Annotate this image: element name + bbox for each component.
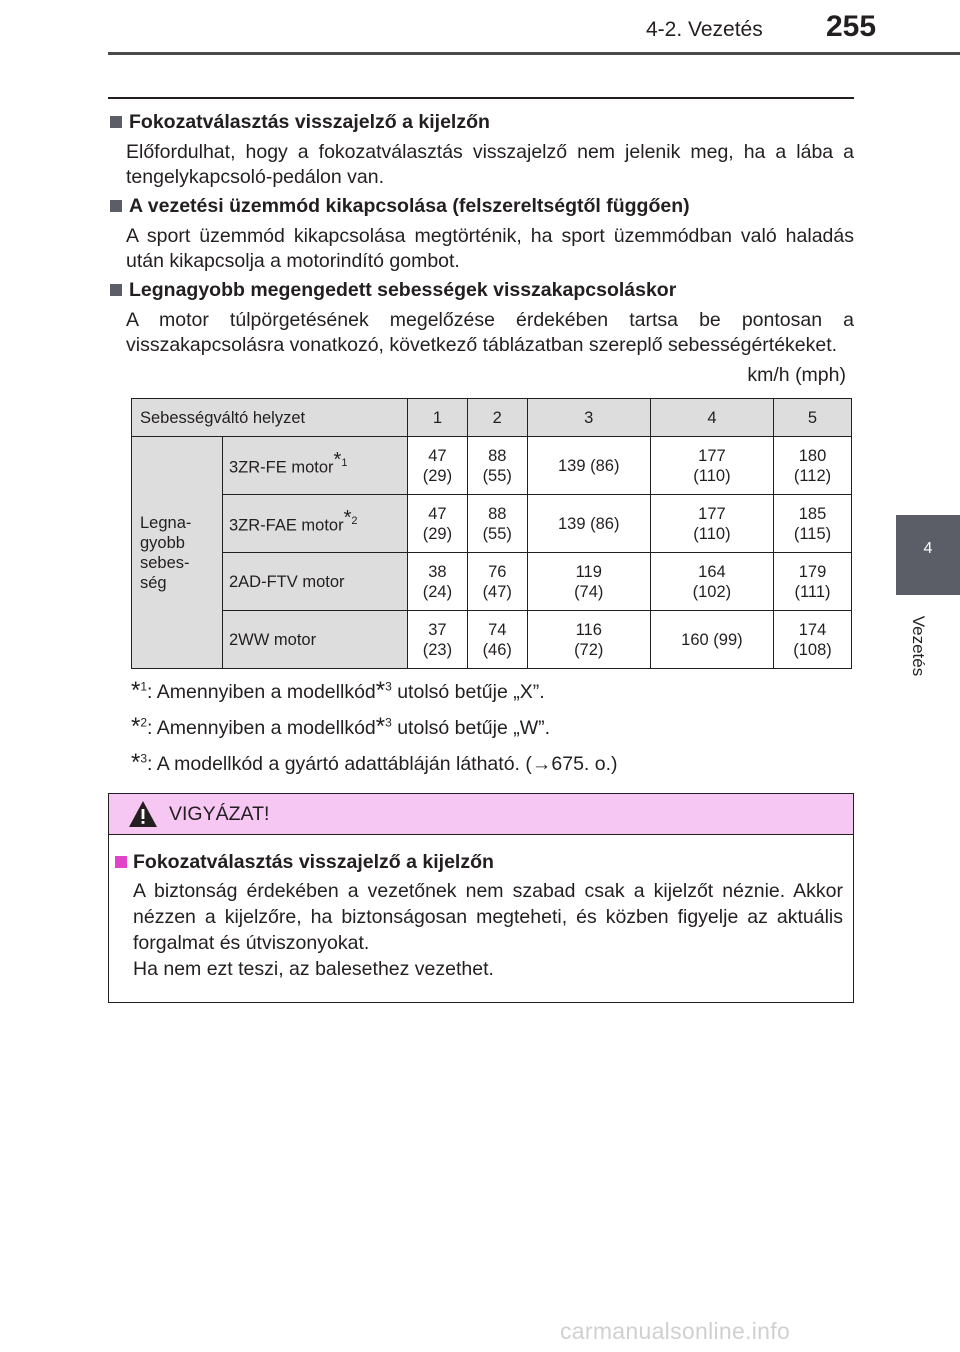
footnote (131, 749, 618, 777)
footnote-text: utolsó betűje „W”. (391, 717, 551, 739)
speed-cell: 180 (112) (774, 437, 852, 495)
top-divider (108, 97, 854, 99)
square-bullet-icon (110, 284, 122, 296)
footnote-text: utolsó betűje „X”. (391, 681, 545, 703)
warning-triangle-icon (128, 800, 158, 828)
footnote-ref-number: 3 (385, 679, 392, 694)
square-bullet-icon (110, 116, 122, 128)
speed-cell: 37 (23) (408, 611, 468, 669)
speed-cell: 47 (29) (408, 437, 468, 495)
section-title: Fokozatválasztás visszajelző a kijelzőn (129, 111, 490, 133)
motor-cell: 2AD-FTV motor (223, 553, 408, 611)
speed-cell: 179 (111) (774, 553, 852, 611)
speed-cell: 119 (74) (527, 553, 650, 611)
section-max-speeds (108, 278, 854, 358)
speed-cell: 88 (55) (467, 495, 527, 553)
units-label: km/h (mph) (747, 364, 846, 386)
footnote-star: * (131, 749, 141, 776)
motor-name: 3ZR-FAE motor (229, 516, 344, 535)
chapter-label-text: Vezetés (909, 615, 928, 677)
arrow-icon: → (531, 753, 552, 775)
motor-cell (223, 495, 408, 553)
warning-section-title: Fokozatválasztás visszajelző a kijelzőn (133, 851, 494, 873)
header-section-title: 4-2. Vezetés (646, 18, 763, 41)
speed-cell: 74 (46) (467, 611, 527, 669)
warning-section (113, 850, 843, 982)
footnote (131, 713, 550, 741)
table-row (132, 437, 852, 495)
page-number: 255 (826, 10, 877, 43)
section-title: Legnagyobb megengedett sebességek visszakapcsoláskor (129, 279, 677, 301)
chapter-tab (896, 515, 960, 595)
footnote-star: * (131, 677, 141, 704)
footnote-star: * (343, 507, 352, 530)
footnote-star: * (131, 713, 141, 740)
footnote (131, 677, 545, 705)
speed-cell: 160 (99) (650, 611, 773, 669)
footnote-ref-star: * (375, 677, 386, 704)
table-row (132, 611, 852, 669)
section-drive-mode (108, 194, 854, 274)
footnote-text: : Amennyiben a modellkód (147, 681, 376, 703)
footnote-text: : A modellkód a gyártó adattábláján látható. ( (147, 753, 532, 775)
chapter-label (898, 606, 938, 686)
gear-header: 3 (527, 399, 650, 437)
header-rule (108, 52, 960, 55)
motor-cell (223, 437, 408, 495)
speed-cell: 164 (102) (650, 553, 773, 611)
footnote-number: 1 (341, 457, 348, 470)
speed-cell: 88 (55) (467, 437, 527, 495)
row-group-label: Legna- gyobb sebes- ség (132, 437, 223, 669)
footnote-link[interactable]: 675. o.) (551, 753, 618, 775)
footnote-number: 2 (140, 715, 148, 730)
table-header-label: Sebességváltó helyzet (132, 399, 408, 437)
motor-cell: 2WW motor (223, 611, 408, 669)
footnote-text: : Amennyiben a modellkód (147, 717, 376, 739)
watermark: carmanualsonline.info (560, 1318, 791, 1344)
speed-cell: 185 (115) (774, 495, 852, 553)
footnote-star: * (333, 449, 342, 472)
section-body: A sport üzemmód kikapcsolása megtörténik, ha sport üzemmódban való haladás után kikapcsolja a motorindító gombot. (126, 225, 854, 272)
speed-cell: 76 (47) (467, 553, 527, 611)
speed-cell: 174 (108) (774, 611, 852, 669)
footnote-ref-number: 3 (385, 715, 392, 730)
gear-header: 5 (774, 399, 852, 437)
table-header-row (132, 399, 852, 437)
gear-header: 1 (408, 399, 468, 437)
footnote-ref-star: * (375, 713, 386, 740)
speed-cell: 47 (29) (408, 495, 468, 553)
speed-cell: 139 (86) (527, 495, 650, 553)
speed-table (131, 398, 852, 669)
square-bullet-icon (115, 856, 127, 868)
warning-body (113, 878, 843, 982)
speed-cell: 38 (24) (408, 553, 468, 611)
table-row (132, 495, 852, 553)
warning-text: Ha nem ezt teszi, az balesethez vezethet. (133, 958, 494, 980)
speed-cell: 116 (72) (527, 611, 650, 669)
motor-name: 3ZR-FE motor (229, 458, 334, 477)
footnote-number: 1 (140, 679, 148, 694)
warning-title: VIGYÁZAT! (169, 802, 270, 825)
section-title: A vezetési üzemmód kikapcsolása (felszereltségtől függően) (129, 195, 690, 217)
warning-text: A biztonság érdekében a vezetőnek nem szabad csak a kijelzőt néznie. Akkor nézzen a kijelzőre, ha biztonságosan megteheti, és közben figyelje az aktuális forgalmat és útviszonyokat. (133, 880, 843, 954)
warning-header (109, 794, 853, 835)
chapter-number: 4 (923, 540, 933, 557)
warning-box (108, 793, 854, 1003)
section-body: A motor túlpörgetésének megelőzése érdekében tartsa be pontosan a visszakapcsolásra vonatkozó, következő táblázatban szereplő sebességértékeket. (126, 309, 854, 356)
speed-cell: 177 (110) (650, 437, 773, 495)
speed-cell: 139 (86) (527, 437, 650, 495)
footnote-number: 3 (140, 751, 148, 766)
gear-header: 2 (467, 399, 527, 437)
table-row (132, 553, 852, 611)
footnote-number: 2 (351, 515, 358, 528)
section-gear-indicator (108, 110, 854, 190)
gear-header: 4 (650, 399, 773, 437)
square-bullet-icon (110, 200, 122, 212)
speed-cell: 177 (110) (650, 495, 773, 553)
section-body: Előfordulhat, hogy a fokozatválasztás visszajelző nem jelenik meg, ha a lába a tengelykapcsoló-pedálon van. (126, 141, 854, 188)
